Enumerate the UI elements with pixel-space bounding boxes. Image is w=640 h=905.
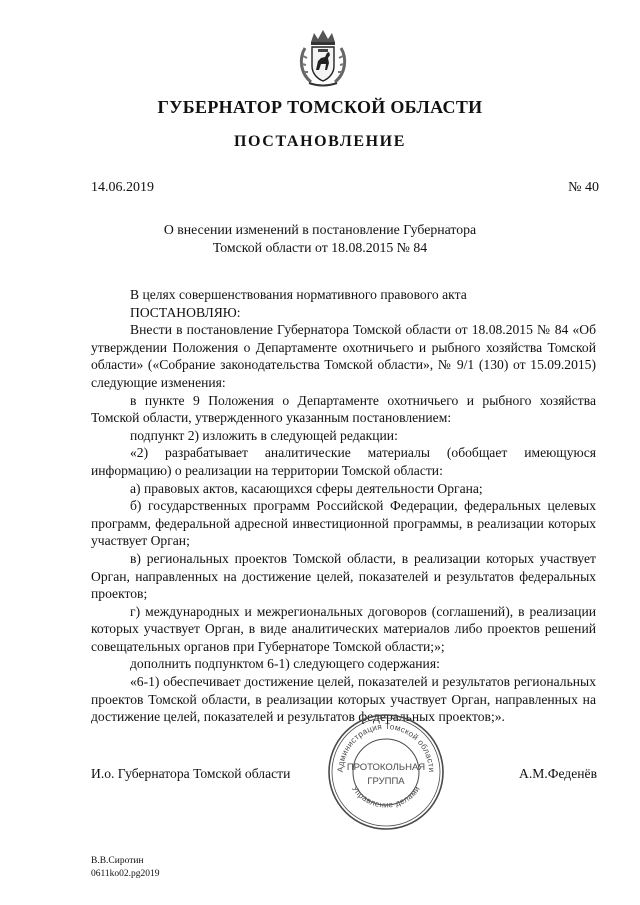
document-body — [91, 286, 596, 726]
tomsk-coat-of-arms-icon — [297, 28, 349, 88]
body-paragraph: Внести в постановление Губернатора Томской области от 18.08.2015 № 84 «Об утверждении Положения о Департаменте охотничьего и рыбного хозяйства Томской области» («Собрание законодательства Томской области», № 9/1 (130) от 15.09.2015) следующие изменения: — [91, 322, 596, 390]
document-date: 14.06.2019 — [91, 180, 154, 195]
body-paragraph: в) региональных проектов Томской области, в реализации которых участвует Орган, направленных на достижение целей, показателей и результатов федеральных проектов; — [91, 550, 596, 602]
body-paragraph: «2) разрабатывает аналитические материалы (обобщает имеющуюся информацию) о реализации на территории Томской области: — [91, 445, 596, 478]
document-subject — [0, 221, 640, 257]
stamp-outer-text-top: Администрация Томской области — [335, 721, 437, 773]
protocol-stamp — [326, 712, 446, 832]
body-paragraph: г) международных и межрегиональных договоров (соглашений), в реализации которых участвует Орган, в виде аналитических материалов либо проектов решений совещательных органов при Губернаторе Томской области;»; — [91, 603, 596, 654]
body-paragraph: б) государственных программ Российской Федерации, федеральных целевых программ, федеральной адресной инвестиционной программы, в реализации которых участвует Орган; — [91, 498, 596, 549]
body-paragraph: в пункте 9 Положения о Департаменте охотничьего и рыбного хозяйства Томской области, утвержденного указанным постановлением: — [91, 392, 596, 426]
stamp-inner-line: ПРОТОКОЛЬНАЯ — [346, 762, 426, 773]
decree-keyword: ПОСТАНОВЛЯЮ: — [130, 304, 241, 320]
subject-line: Томской области от 18.08.2015 № 84 — [212, 240, 428, 255]
document-number: № 40 — [568, 180, 599, 195]
stamp-outer-text-bottom: Управление делами — [350, 784, 422, 810]
document-header-title: ГУБЕРНАТОР ТОМСКОЙ ОБЛАСТИ — [157, 97, 483, 117]
subject-line: О внесении изменений в постановление Губернатора — [163, 222, 477, 237]
body-paragraph: дополнить подпунктом 6-1) следующего содержания: — [130, 656, 440, 672]
signatory-name: А.М.Феденёв — [519, 766, 597, 781]
body-paragraph: «6-1) обеспечивает достижение целей, показателей и результатов региональных проектов Томской области, в реализации которых участвует Орган, направленных на достижение целей, показателей и результатов федеральных проектов;». — [91, 674, 596, 725]
footer-file-code: 0611ko02.pg2019 — [91, 869, 160, 879]
body-paragraph: подпункт 2) изложить в следующей редакции: — [130, 427, 398, 443]
svg-text:Управление делами — [350, 784, 422, 809]
body-paragraph: В целях совершенствования нормативного правового акта — [130, 287, 467, 302]
body-paragraph: а) правовых актов, касающихся сферы деятельности Органа; — [130, 480, 483, 496]
document-type-title: ПОСТАНОВЛЕНИЕ — [234, 133, 406, 150]
stamp-inner-line: ГРУППА — [367, 776, 405, 787]
footer-author: В.В.Сиротин — [91, 856, 144, 866]
document-footer — [91, 855, 160, 881]
signatory-position: И.о. Губернатора Томской области — [91, 766, 291, 781]
